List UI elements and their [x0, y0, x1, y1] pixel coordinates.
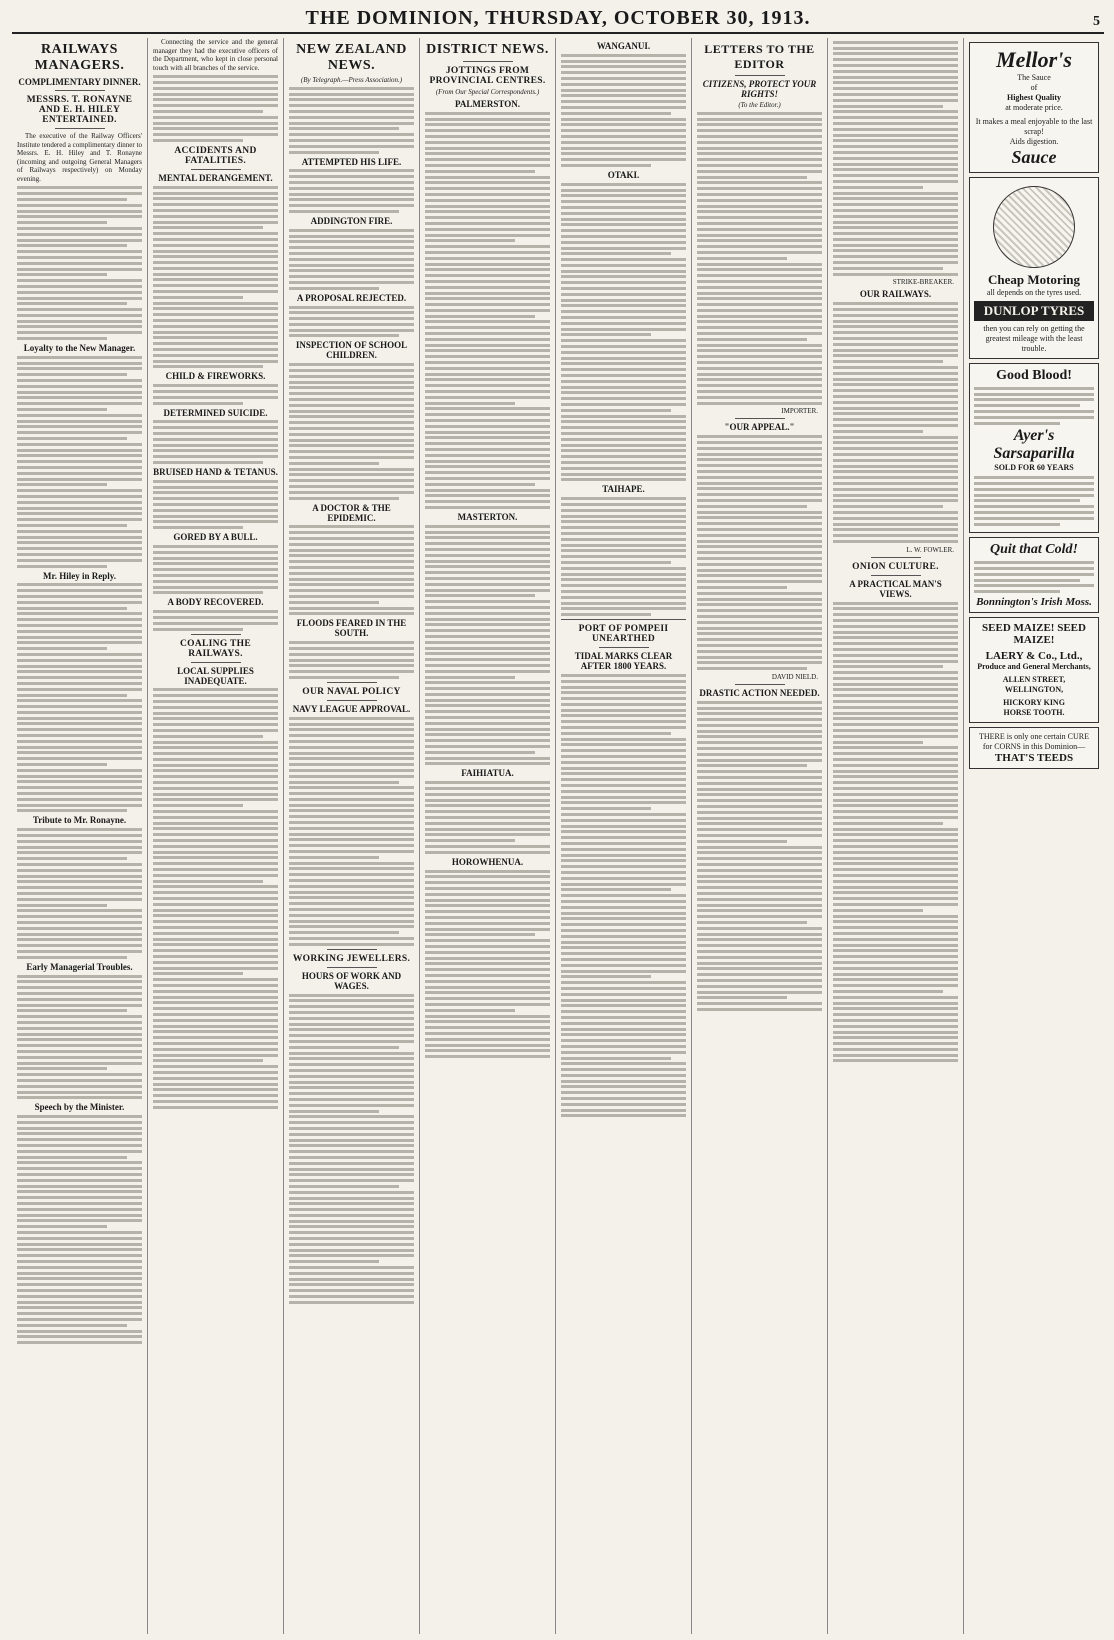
divider — [463, 61, 513, 62]
article-body — [561, 674, 686, 1118]
subhead: NAVY LEAGUE APPROVAL. — [292, 703, 411, 714]
divider — [871, 557, 921, 558]
article-body — [153, 75, 278, 142]
ad-line: Aids digestion. — [1009, 137, 1059, 146]
ad-title: Cheap Motoring — [987, 272, 1081, 287]
ad-variety: HICKORY KING — [1003, 697, 1065, 707]
article-body — [153, 384, 278, 404]
ads-column — [964, 38, 1104, 1634]
article-body — [289, 641, 414, 679]
jottings-heading: JOTTINGS FROM PROVINCIAL CENTRES. — [429, 66, 546, 86]
subhead: A BODY RECOVERED. — [167, 597, 264, 608]
article-body — [153, 545, 278, 594]
subhead: INSPECTION OF SCHOOL CHILDREN. — [295, 340, 408, 361]
divider — [327, 967, 377, 968]
subhead: BRUISED HAND & TETANUS. — [153, 467, 278, 477]
subhead: A DOCTOR & THE EPIDEMIC. — [312, 502, 391, 523]
ad-line: of — [1030, 83, 1038, 92]
ad-body: then you can rely on getting the greatest mileage with the least trouble. — [983, 324, 1085, 353]
article-body — [561, 183, 686, 482]
district-news-heading: DISTRICT NEWS. — [426, 42, 549, 57]
article-body — [425, 112, 550, 509]
article-body — [17, 1115, 142, 1344]
seed-maize-ad — [969, 617, 1099, 723]
dunlop-tyres-ad — [969, 177, 1099, 359]
article-body — [289, 87, 414, 154]
teeds-corn-cure-ad — [969, 727, 1099, 769]
ad-brand: DUNLOP TYRES — [974, 301, 1094, 321]
pompeii-heading: PORT OF POMPEII UNEARTHED — [578, 624, 669, 645]
subhead: DRASTIC ACTION NEEDED. — [699, 687, 820, 698]
divider — [191, 662, 241, 663]
article-body — [289, 306, 414, 338]
letter-signoff: STRIKE-BREAKER. — [892, 278, 954, 287]
ad-variety: HORSE TOOTH. — [1003, 707, 1065, 717]
subhead: ADDINGTON FIRE. — [310, 215, 393, 226]
subhead: TAIHAPE. — [602, 484, 645, 495]
subhead: CITIZENS, PROTECT YOUR RIGHTS! — [702, 79, 817, 99]
subhead: FLOODS FEARED IN THE SOUTH. — [296, 618, 407, 639]
coaling-heading: COALING THE RAILWAYS. — [180, 638, 251, 659]
article-body — [697, 435, 822, 670]
subhead: "OUR APPEAL." — [724, 422, 795, 433]
article-body — [697, 112, 822, 405]
subhead: ATTEMPTED HIS LIFE. — [301, 156, 402, 167]
article-body — [697, 701, 822, 1011]
naval-heading: OUR NAVAL POLICY — [302, 686, 401, 697]
article-body — [17, 186, 142, 340]
subhead: GORED BY A BULL. — [173, 532, 258, 543]
ad-body — [974, 387, 1094, 425]
railways-headline: MESSRS. T. RONAYNE AND E. H. HILEY ENTERTAINED. — [26, 95, 133, 125]
article-body — [17, 975, 142, 1100]
article-body — [425, 870, 550, 1059]
masthead — [12, 6, 1104, 34]
letter-signoff: DAVID NIELD. — [771, 672, 818, 681]
letter-signoff: L. W. FOWLER. — [906, 545, 954, 554]
divider — [55, 128, 105, 129]
subhead: LOCAL SUPPLIES INADEQUATE. — [177, 665, 254, 686]
column-4 — [420, 38, 556, 1634]
article-body — [289, 994, 414, 1304]
ad-brand: Ayer's Sarsaparilla — [993, 427, 1075, 463]
ad-line: The Sauce — [1017, 73, 1051, 82]
subhead: HOROWHENUA. — [451, 856, 524, 867]
article-body — [289, 363, 414, 499]
subhead: MASTERTON. — [457, 511, 518, 522]
subhead: OTAKI. — [607, 169, 640, 180]
page-number: 5 — [1093, 14, 1100, 29]
divider — [735, 75, 785, 76]
onion-heading: ONION CULTURE. — [852, 561, 939, 572]
ad-text: THERE is only one certain CURE for CORNS in this Dominion— — [979, 731, 1089, 751]
article-body — [153, 610, 278, 630]
divider — [327, 700, 377, 701]
accidents-heading: ACCIDENTS AND FATALITIES. — [174, 145, 257, 166]
column-5 — [556, 38, 692, 1634]
article-body — [17, 828, 142, 959]
subhead: DETERMINED SUICIDE. — [163, 407, 268, 418]
column-1 — [12, 38, 148, 1634]
article-body — [153, 420, 278, 464]
irish-moss-ad — [969, 537, 1099, 613]
ad-address: ALLEN STREET, WELLINGTON, — [1002, 674, 1066, 694]
article-body — [289, 717, 414, 946]
column-6 — [692, 38, 828, 1634]
ad-title: Quit that Cold! — [990, 542, 1078, 558]
subhead: Early Managerial Troubles. — [26, 961, 133, 972]
ad-body — [974, 561, 1094, 593]
article-body — [17, 356, 142, 568]
ad-trade: Produce and General Merchants, — [977, 661, 1091, 671]
column-3 — [284, 38, 420, 1634]
ad-body — [974, 476, 1094, 525]
letter-signoff: IMPORTER. — [781, 407, 818, 416]
subhead: Mr. Hiley in Reply. — [43, 570, 116, 581]
jewellers-heading: WORKING JEWELLERS. — [292, 953, 411, 964]
subhead: HOURS OF WORK AND WAGES. — [301, 970, 402, 991]
tyre-illustration-icon — [993, 186, 1075, 268]
letters-heading: LETTERS TO THE EDITOR — [704, 42, 815, 71]
subhead: OUR RAILWAYS. — [859, 289, 932, 300]
article-body — [833, 302, 958, 543]
divider — [327, 682, 377, 683]
article-paragraph: The executive of the Railway Officers' Institute tendered a complimentary dinner to Messrs. E. H. Hiley and T. Ronayne (incoming and outgoing General Managers of Railways respectively) on Monday evening. — [17, 132, 142, 183]
article-body — [833, 602, 958, 1063]
ad-footer: Sauce — [1011, 147, 1057, 167]
subhead: PALMERSTON. — [455, 99, 520, 109]
article-body — [833, 41, 958, 276]
mellors-sauce-ad — [969, 42, 1099, 173]
divider — [55, 90, 105, 91]
subhead: Speech by the Minister. — [34, 1102, 125, 1113]
divider — [561, 619, 686, 620]
article-body — [153, 480, 278, 529]
to-editor: (To the Editor.) — [738, 101, 781, 109]
dateline: (By Telegraph.—Press Association.) — [300, 76, 403, 84]
divider — [735, 418, 785, 419]
subhead: WANGANUI. — [596, 41, 651, 51]
article-body — [17, 583, 142, 812]
article-body — [153, 186, 278, 369]
divider — [191, 634, 241, 635]
columns — [12, 38, 1104, 1634]
masthead-title: THE DOMINION, THURSDAY, OCTOBER 30, 1913. — [305, 7, 811, 29]
column-7 — [828, 38, 964, 1634]
ad-line: It makes a meal enjoyable to the last scrap! — [975, 117, 1093, 136]
nz-news-heading: NEW ZEALAND NEWS. — [296, 42, 407, 73]
ad-line: Highest Quality — [1006, 93, 1061, 102]
ad-brand: THAT'S TEEDS — [994, 751, 1074, 764]
dateline: (From Our Special Correspondents.) — [435, 88, 540, 96]
article-body — [289, 525, 414, 615]
ad-brand: Mellor's — [996, 47, 1072, 72]
railways-subheading: COMPLIMENTARY DINNER. — [18, 77, 141, 87]
divider — [191, 169, 241, 170]
ad-tag: SOLD FOR 60 YEARS — [994, 463, 1074, 473]
subhead: CHILD & FIREWORKS. — [165, 371, 266, 382]
divider — [327, 949, 377, 950]
subhead: A PRACTICAL MAN'S VIEWS. — [849, 578, 942, 599]
subhead: Loyalty to the New Manager. — [23, 343, 136, 354]
divider — [599, 647, 649, 648]
article-body — [561, 54, 686, 167]
article-body — [561, 497, 686, 616]
subhead: TIDAL MARKS CLEAR AFTER 1800 YEARS. — [574, 651, 673, 672]
article-paragraph: Connecting the service and the general manager they had the executive officers of the Department, who kept in close personal touch with all branches of the service. — [153, 38, 278, 72]
article-body — [289, 229, 414, 290]
divider — [871, 575, 921, 576]
article-body — [153, 688, 278, 1108]
railways-heading: RAILWAYS MANAGERS. — [34, 42, 125, 73]
column-2 — [148, 38, 284, 1634]
subhead: A PROPOSAL REJECTED. — [296, 292, 407, 303]
ad-company: LAERY & Co., Ltd., — [985, 649, 1083, 662]
subhead: FAIHIATUA. — [461, 768, 514, 779]
ad-sub: all depends on the tyres used. — [986, 288, 1082, 297]
ad-line: at moderate price. — [1005, 103, 1063, 112]
article-body — [425, 781, 550, 854]
ad-title: SEED MAIZE! SEED MAIZE! — [982, 621, 1086, 646]
divider — [735, 684, 785, 685]
subhead: Tribute to Mr. Ronayne. — [32, 815, 127, 826]
subhead: MENTAL DERANGEMENT. — [158, 172, 273, 183]
ayers-sarsaparilla-ad — [969, 363, 1099, 533]
ad-brand: Bonnington's Irish Moss. — [976, 595, 1092, 608]
ad-title: Good Blood! — [996, 368, 1072, 383]
article-body — [425, 525, 550, 766]
article-body — [289, 169, 414, 213]
